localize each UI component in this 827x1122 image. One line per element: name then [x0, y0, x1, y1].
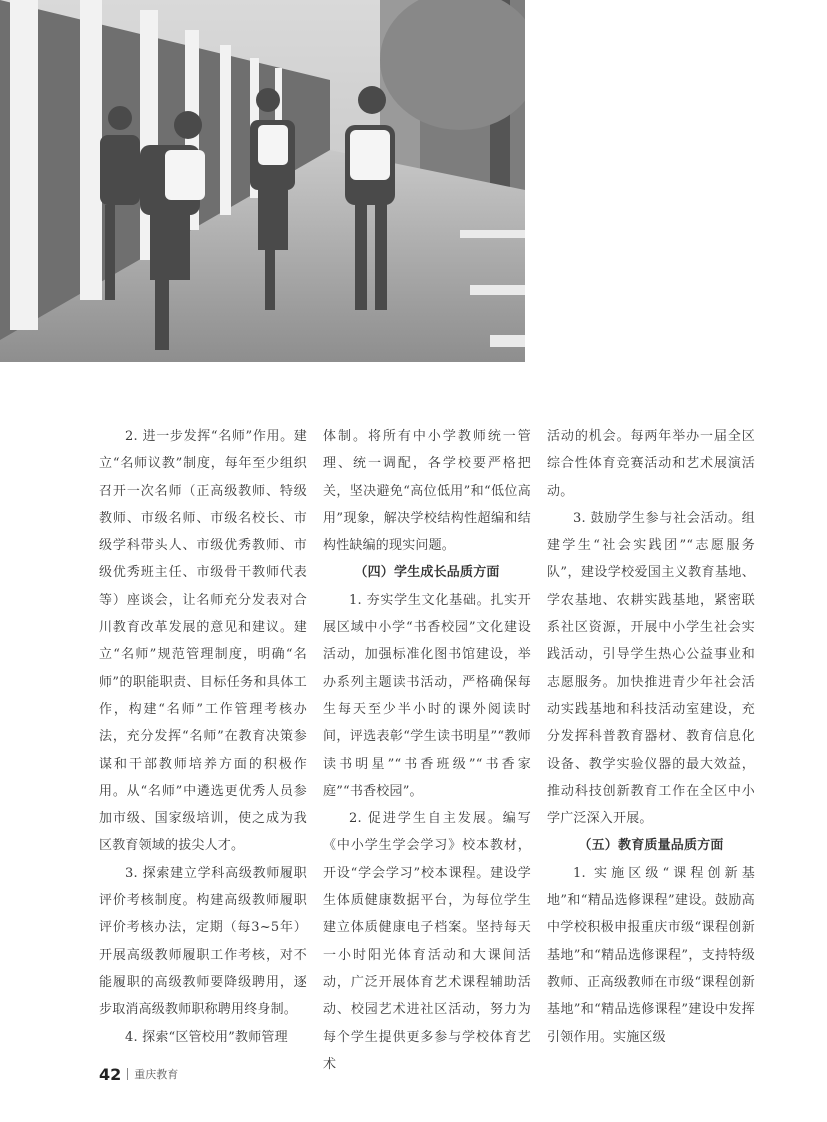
section-heading: （四）学生成长品质方面	[354, 565, 500, 581]
page-number: 42	[99, 1064, 122, 1084]
paragraph: 1. 夯实学生文化基础。扎实开展区域中小学“书香校园”文化建设活动，加强标准化图书馆建设，举办系列主题读书活动，严格确保每生每天至少半小时的课外阅读时间，评选表彰“学生读书明星”“教师读书明星”“书香班级”“书香家庭”“书香校园”。	[323, 592, 531, 799]
paragraph: 2. 进一步发挥“名师”作用。建立“名师议教”制度，每年至少组织召开一次名师（正高级教师、特级教师、市级名师、市级名校长、市级学科带头人、市级优秀教师、市级优秀班主任、市级骨干教师代表等）座谈会，让名师充分发表对合川教育改革发展的意见和建议。建立“名师”规范管理制度，明确“名师”的职能职责、目标任务和具体工作，构建“名师”工作管理考核办法，充分发挥“名师”在教育决策参谋和干部教师培养方面的积极作用。从“名师”中遴选更优秀人员参加市级、国家级培训，使之成为我区教育领域的拔尖人才。	[99, 429, 307, 854]
paragraph-continued: 体制。将所有中小学教师统一管理、统一调配，各学校要严格把关，坚决避免“高位低用”和“低位高用”现象，解决学校结构性超编和结构性缺编的现实问题。	[323, 429, 531, 554]
journal-name: 重庆教育	[134, 1068, 179, 1081]
footer-divider	[127, 1068, 128, 1080]
section-heading: （五）教育质量品质方面	[578, 838, 724, 854]
paragraph: 1. 实施区级“课程创新基地”和“精品选修课程”建设。鼓励高中学校积极申报重庆市级“课程创新基地”和“精品选修课程”，支持特级教师、正高级教师在市级“课程创新基地”和“精品选修课程”建设中发挥引领作用。实施区级	[547, 865, 755, 1045]
text-column-2	[323, 423, 531, 1078]
text-column-3	[547, 423, 755, 1051]
paragraph: 3. 鼓励学生参与社会活动。组建学生“社会实践团”“志愿服务队”，建设学校爱国主义教育基地、学农基地、农耕实践基地，紧密联系社区资源，开展中小学生社会实践活动，引导学生热心公益事业和志愿服务。加快推进青少年社会活动实践基地和科技活动室建设，充分发挥科普教育器材、教育信息化设备、教学实验仪器的最大效益，推动科技创新教育工作在全区中小学广泛深入开展。	[547, 510, 755, 827]
paragraph: 4. 探索“区管校用”教师管理	[125, 1029, 288, 1045]
students-running-photo	[0, 0, 525, 362]
paragraph: 3. 探索建立学科高级教师履职评价考核制度。构建高级教师履职评价考核办法，定期（每3~5年）开展高级教师履职工作考核，对不能履职的高级教师要降级聘用，逐步取消高级教师职称聘用终身制。	[99, 865, 307, 1018]
page-footer	[99, 1063, 178, 1085]
text-column-1	[99, 423, 307, 1051]
paragraph: 2. 促进学生自主发展。编写《中小学生学会学习》校本教材，开设“学会学习”校本课程。建设学生体质健康数据平台，为每位学生建立体质健康电子档案。坚持每天一小时阳光体育活动和大课间活动，广泛开展体育艺术课程辅助活动、校园艺术进社区活动，努力为每个学生提供更多参与学校体育艺术	[323, 811, 531, 1072]
paragraph-continued: 活动的机会。每两年举办一届全区综合性体育竞赛活动和艺术展演活动。	[547, 429, 755, 499]
